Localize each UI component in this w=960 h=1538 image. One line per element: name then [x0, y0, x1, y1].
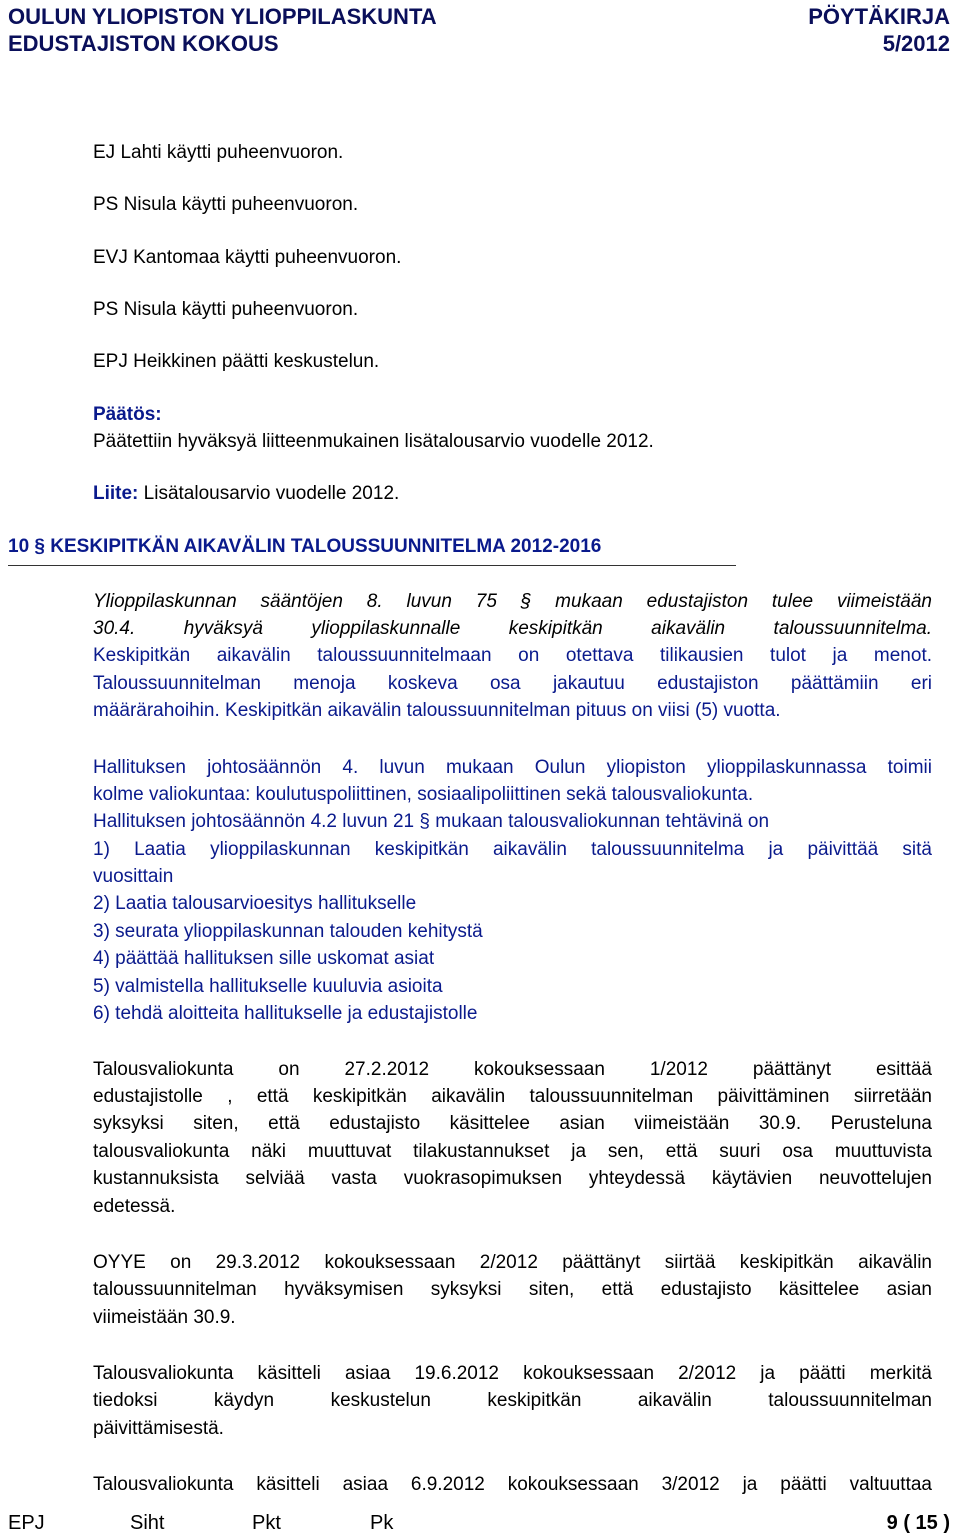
rules-quote-line: Ylioppilaskunnan sääntöjen 8. luvun 75 § mukaan edustajiston tulee viimeistään [93, 591, 932, 612]
rules-quote-line: Taloussuunnitelman menoja koskeva osa jakautuu edustajiston päättämiin eri [93, 673, 932, 694]
bylaws-line: kolme valiokuntaa: koulutuspoliittinen, sosiaalipoliittinen sekä talousvaliokunta. [93, 784, 754, 805]
meeting-name: EDUSTAJISTON KOKOUS [8, 31, 279, 56]
speech-line: EPJ Heikkinen päätti keskustelun. [93, 351, 380, 372]
page-footer [8, 1508, 950, 1538]
speech-line: EJ Lahti käytti puheenvuoron. [93, 142, 344, 163]
attachment-line [93, 480, 932, 507]
committee-1-line: edetessä. [93, 1196, 176, 1217]
committee-2-line: tiedoksi käydyn keskustelun keskipitkän aikavälin taloussuunnitelman [93, 1390, 932, 1411]
committee-1-line: talousvaliokunta näki muuttuvat tilakustannukset ja sen, että suuri osa muuttuvista [93, 1141, 932, 1162]
attachment-text: Lisätalousarvio vuodelle 2012. [143, 483, 400, 504]
footer-siht: Siht [130, 1512, 165, 1534]
footer-epj: EPJ [8, 1512, 45, 1534]
rules-quote-line: 30.4. hyväksyä ylioppilaskunnalle keskipitkän aikavälin taloussuunnitelma. [93, 618, 932, 639]
doc-type: PÖYTÄKIRJA [808, 4, 950, 29]
committee-1-line: Talousvaliokunta on 27.2.2012 kokouksessaan 1/2012 päättänyt esittää [93, 1059, 932, 1080]
committee-1-line: edustajistolle , että keskipitkän aikavälin taloussuunnitelman päivittäminen siirretään [93, 1086, 932, 1107]
bylaws-list-item: 4) päättää hallituksen sille uskomat asiat [93, 948, 435, 969]
bylaws-list-item: 2) Laatia talousarvioesitys hallitukselle [93, 893, 417, 914]
bylaws-list-item: 3) seurata ylioppilaskunnan talouden kehitystä [93, 921, 483, 942]
speech-line: PS Nisula käytti puheenvuoron. [93, 299, 359, 320]
oyye-line: OYYE on 29.3.2012 kokouksessaan 2/2012 päättänyt siirtää keskipitkän aikavälin [93, 1252, 932, 1273]
decision-label: Päätös: [93, 404, 162, 425]
speech-line: PS Nisula käytti puheenvuoron. [93, 194, 359, 215]
footer-pkt: Pkt [252, 1512, 281, 1534]
committee-2-line: päivittämisestä. [93, 1418, 224, 1439]
org-name: OULUN YLIOPISTON YLIOPPILASKUNTA [8, 4, 437, 29]
footer-pk: Pk [370, 1512, 394, 1534]
section-underline [8, 565, 736, 566]
committee-1-line: kustannuksista selviää vasta vuokrasopimuksen yhteydessä käytävien neuvottelujen [93, 1168, 932, 1189]
bylaws-list-item: 5) valmistella hallitukselle kuuluvia asioita [93, 976, 443, 997]
committee-2-line: Talousvaliokunta käsitteli asiaa 19.6.2012 kokouksessaan 2/2012 ja päätti merkitä [93, 1363, 932, 1384]
bylaws-line: vuosittain [93, 866, 174, 887]
page-number: 9 ( 15 ) [886, 1512, 950, 1534]
oyye-line: taloussuunnitelman hyväksymisen syksyksi siten, että edustajisto käsittelee asian [93, 1279, 932, 1300]
bylaws-list-item: 6) tehdä aloitteita hallitukselle ja edustajistolle [93, 1003, 478, 1024]
bylaws-line: 1) Laatia ylioppilaskunnan keskipitkän aikavälin taloussuunnitelma ja päivittää sitä [93, 839, 932, 860]
meeting-number: 5/2012 [882, 31, 950, 56]
speech-line: EVJ Kantomaa käytti puheenvuoron. [93, 247, 402, 268]
rules-quote-line: määrärahoihin. Keskipitkän aikavälin taloussuunnitelman pituus on viisi (5) vuotta. [93, 700, 781, 721]
oyye-line: viimeistään 30.9. [93, 1307, 236, 1328]
committee-1-line: syksyksi siten, että edustajisto käsittelee asian viimeistään 30.9. Perusteluna [93, 1113, 932, 1134]
decision-text: Päätettiin hyväksyä liitteenmukainen lisätalousarvio vuodelle 2012. [93, 431, 654, 452]
attachment-label: Liite: [93, 483, 139, 504]
committee-3-line: Talousvaliokunta käsitteli asiaa 6.9.2012 kokouksessaan 3/2012 ja päätti valtuuttaa [93, 1474, 932, 1495]
bylaws-line: Hallituksen johtosäännön 4. luvun mukaan Oulun yliopiston ylioppilaskunnassa toimii [93, 757, 932, 778]
bylaws-line: Hallituksen johtosäännön 4.2 luvun 21 § mukaan talousvaliokunnan tehtävinä on [93, 811, 770, 832]
rules-quote-line: Keskipitkän aikavälin taloussuunnitelmaan on otettava tilikausien tulot ja menot. [93, 645, 932, 666]
section-heading: 10 § KESKIPITKÄN AIKAVÄLIN TALOUSSUUNNITELMA 2012-2016 [8, 536, 602, 557]
